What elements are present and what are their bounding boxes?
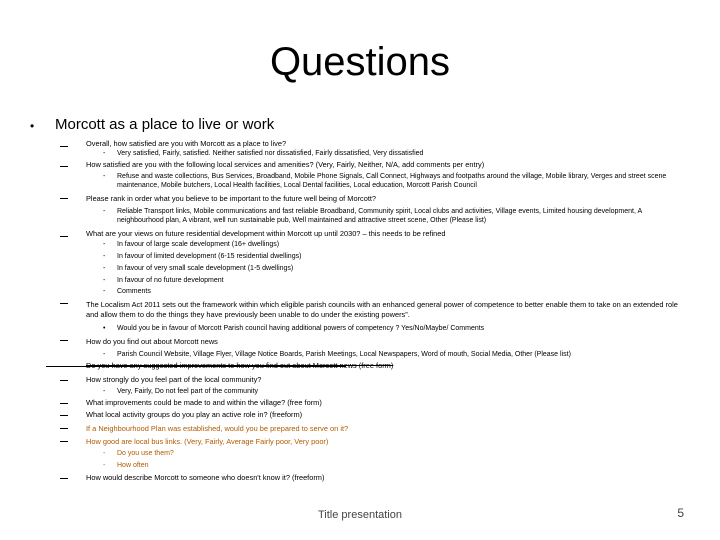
question-text: What improvements could be made to and within the village? (free form) [86, 398, 322, 407]
answer-option: Comments [117, 288, 151, 295]
dash-marker [60, 380, 68, 381]
footer-label: Title presentation [318, 509, 402, 521]
sub-bullet: - [103, 288, 106, 295]
answer-option: Do you use them? [117, 450, 174, 457]
page-title: Questions [269, 40, 451, 84]
question-text: How satisfied are you with the following local services and amenities? (Very, Fairly, Neither, N/A, add comments per entry) [86, 160, 485, 169]
sub-bullet: - [103, 253, 106, 260]
question-text: Overall, how satisfied are you with Morcott as a place to live? [86, 139, 287, 148]
question-text: What are your views on future residential development within Morcott up until 2030? – this needs to be refined [86, 229, 446, 238]
dash-marker [60, 166, 68, 167]
sub-bullet: - [103, 462, 106, 469]
answer-options: Very satisfied, Fairly, satisfied. Neither satisfied nor dissatisfied, Fairly dissatisfied, Very dissatisfied [117, 150, 424, 157]
dash-marker [60, 146, 68, 147]
dash-marker [60, 236, 68, 237]
question-text: How would describe Morcott to someone who doesn't know it? (freeform) [86, 473, 325, 482]
sub-bullet: - [103, 208, 106, 215]
sub-bullet: - [103, 277, 106, 284]
round-bullet: • [103, 325, 106, 332]
answer-options: Reliable Transport links, Mobile communications and fast reliable Broadband, Community spirit, Local clubs and activities, Village events, Limited housing development, A neighbourhood plan, A vibrant, well run sustainable pub, Well maintained and attractive street scene, Other (Please list) [117, 208, 642, 224]
answer-options: Very, Fairly, Do not feel part of the community [117, 388, 258, 395]
dash-marker [60, 478, 68, 479]
answer-option: How often [117, 462, 149, 469]
dash-marker [60, 340, 68, 341]
dash-marker [60, 441, 68, 442]
answer-option: In favour of very small scale development (1-5 dwellings) [117, 265, 294, 272]
dash-marker [60, 198, 68, 199]
question-text: What local activity groups do you play an active role in? (freeform) [86, 410, 303, 419]
question-text: How good are local bus links. (Very, Fairly, Average Fairly poor, Very poor) [86, 437, 329, 446]
answer-option: In favour of large scale development (16+ dwellings) [117, 241, 280, 248]
sub-bullet: - [103, 173, 106, 180]
answer-options: Would you be in favour of Morcott Parish council having additional powers of competency ? Yes/No/Maybe/ Comments [117, 325, 485, 332]
sub-bullet: - [103, 150, 106, 157]
section-heading: Morcott as a place to live or work [55, 116, 275, 133]
question-text: Please rank in order what you believe to be important to the future well being of Morcott? [86, 194, 377, 203]
question-text: How do you find out about Morcott news [86, 337, 218, 346]
dash-marker [60, 303, 68, 304]
sub-bullet: - [103, 241, 106, 248]
sub-bullet: - [103, 351, 106, 358]
answer-option: In favour of no future development [117, 277, 224, 284]
answer-option: In favour of limited development (6-15 residential dwellings) [117, 253, 302, 260]
answer-options: Parish Council Website, Village Flyer, Village Notice Boards, Parish Meetings, Local Newspapers, Word of mouth, Social Media, Other (Please list) [117, 351, 571, 358]
sub-bullet: - [103, 450, 106, 457]
answer-options: Refuse and waste collections, Bus Services, Broadband, Mobile Phone Signals, Call Connect, Highways and footpaths around the village, Mobile library, Verges and street scene maintenance, Mobile butchers, Local Health facilities, Local Dental facilities, Local education, Morcott Parish Council [117, 173, 667, 189]
sub-bullet: - [103, 265, 106, 272]
question-text: If a Neighbourhood Plan was established, would you be prepared to serve on it? [86, 424, 349, 433]
question-text: The Localism Act 2011 sets out the framework within which eligible parish councils with an enhanced general power of competence to better enable them to take on an extended role and allow them to do the things they have previously been unable to do under the existing powers”. [86, 300, 678, 319]
question-text: How strongly do you feel part of the local community? [86, 375, 262, 384]
struck-question-text: Do you have any suggested improvements to how you find out about Morcott news (free form) [86, 361, 394, 370]
dash-marker [60, 428, 68, 429]
section-bullet: • [30, 119, 35, 133]
page-number: 5 [677, 506, 684, 520]
dash-marker [60, 415, 68, 416]
sub-bullet: - [103, 388, 106, 395]
dash-marker [60, 403, 68, 404]
